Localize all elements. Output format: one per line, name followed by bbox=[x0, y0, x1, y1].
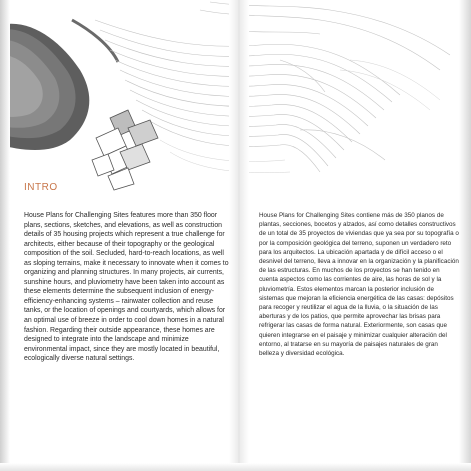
house-footprint bbox=[92, 110, 158, 190]
english-intro-paragraph: House Plans for Challenging Sites features more than 350 floor plans, sections, sketches, and elevations, as well as construction details of 35 housing projects which represent a true challenge for architects, either because of their topography or the geological composition of the soil. Secluded, hard-to-reach locations, as well as sloping terrains, make it necessary to innovate when it comes to organizing and planning structures. In many projects, air currents, sunshine hours, and pluviometry have been taken into account as these elements determine the subsequent inclusion of energy-efficiency-enhancing systems – rainwater collection and reuse tanks, or the location of openings and courtyards, which allows for an optimal use of breeze in order to cool down homes in a natural fashion. Regarding their outside appearance, these homes are designed to integrate into the landscape and minimize environmental impact, since they are mostly located in beautiful, ecologically diverse natural settings. bbox=[24, 212, 229, 363]
intro-heading: INTRO bbox=[24, 182, 58, 193]
book-gutter bbox=[229, 0, 249, 471]
page-edge-right bbox=[459, 0, 471, 471]
page-edge-bottom bbox=[0, 463, 471, 471]
spanish-intro-column bbox=[259, 211, 459, 358]
spanish-intro-paragraph: House Plans for Challenging Sites contiene más de 350 planos de plantas, secciones, bocetos y alzados, así como detalles constructivos de un total de 35 proyectos de viviendas que ya sea por su topografía o por la composición geológica del terreno, suponen un verdadero reto para los arquitectos. La ubicación apartada y de difícil acceso o el desnivel del terreno, lleva a innovar en la organización y la planificación de las estructuras. En muchos de los proyectos se han tenido en cuenta aspectos como las corrientes de aire, las horas de sol y la pluviometría. Estos elementos marcan la posterior inclusión de sistemas que mejoran la eficiencia energética de las casas: depósitos para recoger y reutilizar el agua de la lluvia, o la situación de las aberturas y de los patios, que permite aprovechar las brisas para refrigerar las casas de forma natural. Exteriormente, son casas que quieren integrarse en el paisaje y minimizar cualquier alteración del entorno, al tratarse en su mayoría de paisajes naturales de gran belleza y diversidad ecológica. bbox=[259, 212, 459, 358]
page-edge-left bbox=[0, 0, 10, 471]
english-intro-column bbox=[24, 211, 230, 364]
